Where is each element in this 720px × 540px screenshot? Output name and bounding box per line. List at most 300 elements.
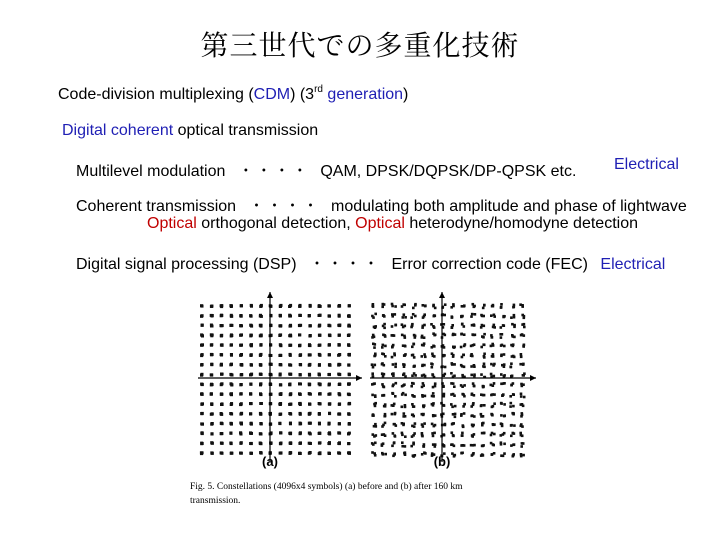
constellation-point [401,305,404,308]
constellation-point [483,404,486,407]
constellation-point [403,304,406,307]
constellation-point [414,422,417,425]
constellation-point [474,313,477,316]
constellation-point [374,405,377,408]
constellation-point [299,432,302,435]
constellation-point [308,413,311,416]
constellation-point [490,363,493,366]
constellation-point [451,452,454,455]
constellation-point [423,353,426,356]
constellation-point [401,385,404,388]
constellation-point [503,403,506,406]
constellation-point [471,355,474,358]
constellation-point [483,363,486,366]
constellation-point [375,425,378,428]
constellation-point [463,366,466,369]
constellation-point [371,372,374,375]
constellation-point [421,423,424,426]
constellation-point [308,422,311,425]
constellation-point [348,402,351,405]
constellation-point [472,444,475,447]
constellation-point [250,442,253,445]
constellation-point [299,353,302,356]
constellation-point [329,392,332,395]
constellation-point [403,383,406,386]
constellation-point [450,372,453,375]
constellation-point [230,353,233,356]
constellation-point [392,383,395,386]
constellation-point [279,305,282,308]
constellation-point [280,392,283,395]
constellation-point [337,354,340,357]
constellation-point [523,326,526,329]
constellation-point [393,354,396,357]
constellation-point [338,343,341,346]
constellation-point [318,373,321,376]
constellation-point [298,442,301,445]
constellation-point [210,402,213,405]
constellation-point [374,364,377,367]
constellation-point [471,393,474,396]
constellation-point [240,363,243,366]
constellation-point [460,414,463,417]
constellation-point [260,304,263,307]
constellation-point [453,363,456,366]
constellation-point [201,373,204,376]
constellation-point [471,434,474,437]
constellation-point [240,353,243,356]
constellation-point [259,363,262,366]
constellation-point [230,363,233,366]
constellation-point [424,356,427,359]
constellation-point [512,405,515,408]
constellation-point [463,412,466,415]
constellation-point [260,334,263,337]
constellation-point [239,431,242,434]
constellation-point [289,334,292,337]
constellation-point [491,343,494,346]
leader-dots: ・・・・ [308,256,381,273]
constellation-point [474,334,477,337]
constellation-point [210,324,213,327]
constellation-point [230,392,233,395]
constellation-point [299,305,302,308]
constellation-point [513,356,516,359]
label-a: (a) [262,454,278,469]
constellation-point [461,432,464,435]
constellation-point [421,355,424,358]
constellation-point [220,452,223,455]
constellation-point [328,373,331,376]
constellation-point [278,422,281,425]
constellation-point [500,414,503,417]
constellation-point [383,303,386,306]
constellation-point [239,442,242,445]
constellation-point [482,307,485,310]
constellation-point [221,402,224,405]
constellation-point [452,305,455,308]
constellation-point [431,366,434,369]
constellation-point [403,372,406,375]
constellation-point [463,384,466,387]
constellation-point [444,423,447,426]
constellation-point [383,433,386,436]
constellation-point [372,303,375,306]
constellation-point [250,422,253,425]
constellation-point [220,373,223,376]
constellation-point [432,386,435,389]
constellation-point [481,324,484,327]
constellation-point [412,415,415,418]
constellation-point [210,344,213,347]
constellation-point [402,316,405,319]
constellation-point [512,343,515,346]
slide-title: 第三世代での多重化技術 [200,29,520,62]
constellation-point [490,373,493,376]
coherent-transmission-desc: modulating both amplitude and phase of lightwave [331,198,687,215]
constellation-point [373,326,376,329]
constellation-point [492,305,495,308]
constellation-point [509,366,512,369]
constellation-point [392,363,395,366]
constellation-point [451,352,454,355]
constellation-point [279,413,282,416]
constellation-point [289,344,292,347]
constellation-point [402,344,405,347]
constellation-point [460,315,463,318]
constellation-point [451,362,454,365]
constellation-point [471,454,474,457]
constellation-point [259,314,262,317]
constellation-point [422,406,425,409]
constellation-point [403,412,406,415]
constellation-point [337,451,340,454]
digital-coherent-rest: optical transmission [173,122,319,139]
coherent-transmission-label: Coherent transmission [76,198,237,215]
constellation-point [424,395,427,398]
constellation-point [249,334,252,337]
constellation-point [230,432,233,435]
constellation-point [482,315,485,318]
constellation-point [431,432,434,435]
constellation-point [279,314,282,317]
constellation-point [392,372,395,375]
constellation-point [200,363,203,366]
ordinal-suffix: rd [314,84,323,95]
constellation-point [492,444,495,447]
constellation-point [432,414,435,417]
constellation-point [220,393,223,396]
constellation-point [318,432,321,435]
constellation-point [200,452,203,455]
constellation-point [278,403,281,406]
constellation-point [500,326,503,329]
constellation-point [470,345,473,348]
constellation-point [421,432,424,435]
optical-term-2: Optical [355,215,405,232]
constellation-point [421,386,424,389]
constellation-point [279,383,282,386]
constellation-point [327,442,330,445]
constellation-point [483,366,486,369]
constellation-point [402,415,405,418]
constellation-point [318,442,321,445]
constellation-point [512,393,515,396]
constellation-point [250,344,253,347]
constellation-point [318,325,321,328]
constellation-point [513,424,516,427]
constellation-point [210,353,213,356]
constellation-point [200,432,203,435]
constellation-point [201,324,204,327]
constellation-point [308,442,311,445]
constellation-point [404,404,407,407]
constellation-point [520,353,523,356]
constellation-point [394,305,397,308]
arrow-up-a [267,292,273,298]
constellation-point [289,413,292,416]
constellation-point [371,394,374,397]
constellation-point [510,384,513,387]
constellation-point [463,333,466,336]
constellation-point [220,354,223,357]
constellation-point [230,314,233,317]
constellation-point [382,314,385,317]
constellation-point [432,355,435,358]
constellation-point [338,373,341,376]
constellation-point [347,325,350,328]
constellation-point [502,433,505,436]
constellation-point [460,444,463,447]
constellation-point [200,403,203,406]
constellation-point [200,442,203,445]
constellation-point [371,383,374,386]
constellation-point [259,354,262,357]
constellation-point [461,323,464,326]
constellation-point [279,363,282,366]
constellation-point [493,402,496,405]
constellation-point [347,353,350,356]
constellation-point [403,365,406,368]
arrow-right-b [530,375,536,381]
constellation-point [220,334,223,337]
constellation-point [513,316,516,319]
constellation-point [289,315,292,318]
constellation-point [421,344,424,347]
constellation-point [412,443,415,446]
constellation-point [462,393,465,396]
constellation-point [328,315,331,318]
constellation-point [521,333,524,336]
constellation-point [200,353,203,356]
constellation-point [473,373,476,376]
constellation-point [503,375,506,378]
constellation-point [201,335,204,338]
constellation-point [393,334,396,337]
constellation-point [500,303,503,306]
constellation-point [500,402,503,405]
constellation-point [384,345,387,348]
constellation-point [289,432,292,435]
constellation-point [318,413,321,416]
constellation-point [210,393,213,396]
constellation-point [523,344,526,347]
constellation-point [372,413,375,416]
constellation-point [328,324,331,327]
figure-caption [190,480,463,508]
constellation-point [347,343,350,346]
constellation-point [471,313,474,316]
constellation-point [481,424,484,427]
constellation-point [221,422,224,425]
constellation-point [493,314,496,317]
constellation-point [299,373,302,376]
constellation-point [337,324,340,327]
constellation-point [259,383,262,386]
constellation-point [249,431,252,434]
constellation-point [414,454,417,457]
constellation-point [422,414,425,417]
constellation-point [220,363,223,366]
constellation-point [450,403,453,406]
constellation-point [510,316,513,319]
constellation-point [500,306,503,309]
constellation-point [470,415,473,418]
constellation-point [308,314,311,317]
constellation-point [372,433,375,436]
constellation-point [318,422,321,425]
constellation-point [250,304,253,307]
constellation-point [423,445,426,448]
constellation-point [452,355,455,358]
digital-coherent-term: Digital coherent [62,122,174,139]
constellation-point [309,432,312,435]
constellation-point [230,383,233,386]
constellation-point [443,323,446,326]
constellation-point [319,383,322,386]
constellation-point [319,314,322,317]
constellation-point [480,373,483,376]
constellation-point [279,442,282,445]
constellation-point [384,405,387,408]
constellation-point [260,422,263,425]
constellation-point [412,405,415,408]
constellation-point [463,444,466,447]
constellation-point [471,424,474,427]
constellation-point [503,414,506,417]
constellation-point [451,443,454,446]
constellation-point [298,344,301,347]
constellation-point [239,324,242,327]
constellation-point [522,363,525,366]
caption-line-1: Fig. 5. Constellations (4096x4 symbols) (a) before and (b) after 160 km [190,482,463,492]
constellation-point [413,432,416,435]
constellation-point [211,452,214,455]
constellation-point [372,305,375,308]
constellation-point [240,314,243,317]
constellation-point [200,344,203,347]
constellation-point [442,374,445,377]
constellation-point [473,364,476,367]
constellation-point [381,372,384,375]
constellation-point [460,333,463,336]
constellation-point [523,317,526,320]
orthogonal-detection-text: orthogonal detection, [196,215,356,232]
constellation-point [308,373,311,376]
constellation-point [414,374,417,377]
constellation-point [394,366,397,369]
constellation-point [411,324,414,327]
constellation-point [347,393,350,396]
constellation-point [414,304,417,307]
constellation-point [503,353,506,356]
constellation-point [512,432,515,435]
constellation-point [348,333,351,336]
constellation-point [318,363,321,366]
constellation-point [401,441,404,444]
constellation-point [473,343,476,346]
constellation-point [240,304,243,307]
constellation-point [483,304,486,307]
constellation-point [472,402,475,405]
constellation-point [328,334,331,337]
constellation-point [259,373,262,376]
constellation-point [338,334,341,337]
constellation-point [299,383,302,386]
constellation-point [374,313,377,316]
constellation-point [375,434,378,437]
constellation-point [472,303,475,306]
constellation-point [259,412,262,415]
constellation-point [240,344,243,347]
constellation-point [250,324,253,327]
fec-label: Error correction code (FEC) [391,256,588,273]
constellation-point [250,354,253,357]
constellation-point [220,314,223,317]
electrical-tag-1: Electrical [614,156,679,173]
constellation-point [454,405,457,408]
constellation-point [211,432,214,435]
constellation-point [289,403,292,406]
constellation-point [348,423,351,426]
constellation-point [453,385,456,388]
constellation-point [413,356,416,359]
constellation-point [511,375,514,378]
constellation-point [299,422,302,425]
constellation-point [230,402,233,405]
constellation-point [289,373,292,376]
constellation-point [483,333,486,336]
constellation-point [424,375,427,378]
leader-dots: ・・・・ [248,198,321,215]
multilevel-modulation-line [76,158,576,181]
constellation-point [432,402,435,405]
constellation-point [519,303,522,306]
constellation-point [411,435,414,438]
constellation-point [513,305,516,308]
constellation-point [422,304,425,307]
constellation-point [463,325,466,328]
constellation-point [372,443,375,446]
constellation-point [250,315,253,318]
constellation-point [391,325,394,328]
constellation-point [500,443,503,446]
constellation-point [382,325,385,328]
constellation-point [453,394,456,397]
constellation-point [512,444,515,447]
constellation-point [520,425,523,428]
constellation-point [432,395,435,398]
